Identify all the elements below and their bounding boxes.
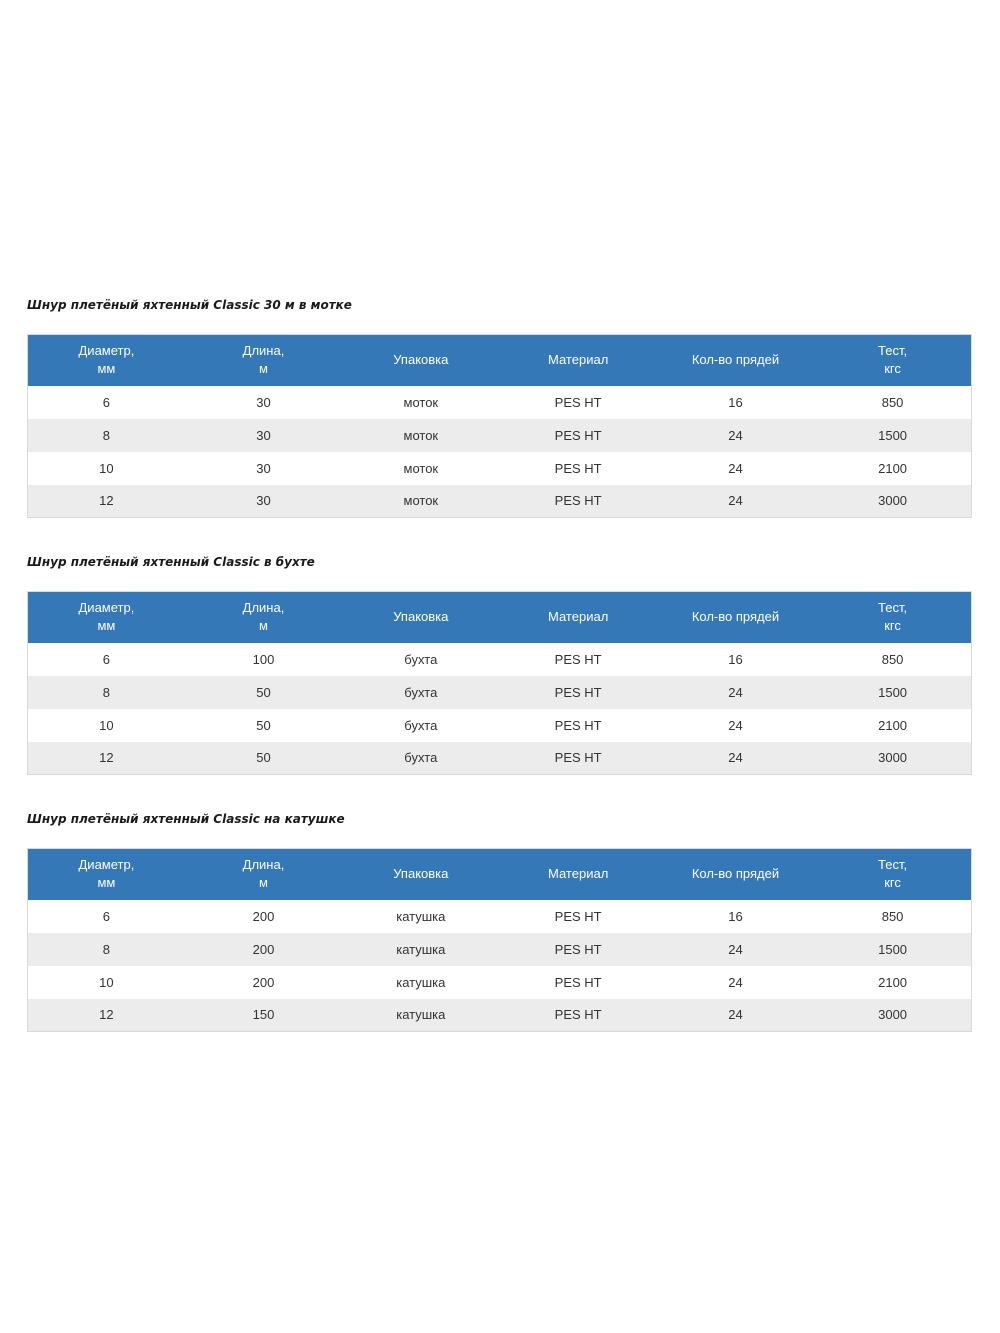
cell-material: PES HT: [554, 427, 602, 443]
cell-length: 30: [256, 427, 271, 443]
column-header-strands: Кол-во прядей: [691, 352, 780, 368]
cell-material: PES HT: [554, 750, 602, 766]
table-row: [28, 709, 972, 742]
cell-length: 50: [256, 684, 271, 700]
cell-strands: 24: [728, 460, 743, 476]
column-header-packaging: Упаковка: [393, 866, 449, 882]
cell-material: PES HT: [554, 684, 602, 700]
cell-material: PES HT: [554, 460, 602, 476]
cell-diameter: 12: [99, 493, 114, 509]
cell-length: 200: [252, 908, 275, 924]
column-header-material: Материал: [548, 352, 609, 368]
section-title: Шнур плетёный яхтенный Classic в бухте: [27, 555, 315, 569]
cell-test: 3000: [878, 493, 908, 509]
cell-packaging: моток: [403, 493, 439, 509]
cell-diameter: 10: [99, 974, 114, 990]
cell-length: 50: [256, 717, 271, 733]
table-header-row: [28, 335, 972, 386]
cell-strands: 24: [728, 427, 743, 443]
table-row: [28, 999, 972, 1032]
cell-diameter: 12: [99, 1007, 114, 1023]
column-header-diameter: Диаметр, мм: [78, 857, 135, 891]
cell-diameter: 8: [102, 941, 111, 957]
table-row: [28, 485, 972, 518]
cell-length: 200: [252, 941, 275, 957]
table-row: [28, 452, 972, 485]
cell-strands: 24: [728, 684, 743, 700]
cell-material: PES HT: [554, 717, 602, 733]
table-row: [28, 900, 972, 933]
table-header-row: [28, 592, 972, 643]
cell-packaging: катушка: [396, 974, 446, 990]
cell-diameter: 8: [102, 684, 111, 700]
specs-table: [27, 591, 972, 775]
cell-diameter: 10: [99, 717, 114, 733]
cell-strands: 24: [728, 941, 743, 957]
cell-material: PES HT: [554, 651, 602, 667]
column-header-packaging: Упаковка: [393, 609, 449, 625]
cell-strands: 24: [728, 717, 743, 733]
cell-length: 30: [256, 460, 271, 476]
cell-strands: 16: [728, 394, 743, 410]
cell-test: 3000: [878, 750, 908, 766]
cell-material: PES HT: [554, 493, 602, 509]
cell-diameter: 6: [102, 908, 111, 924]
cell-strands: 16: [728, 651, 743, 667]
cell-test: 850: [881, 394, 904, 410]
cell-packaging: бухта: [404, 684, 438, 700]
cell-material: PES HT: [554, 941, 602, 957]
cell-strands: 16: [728, 908, 743, 924]
section-title: Шнур плетёный яхтенный Classic на катушке: [27, 812, 345, 826]
cell-diameter: 6: [102, 651, 111, 667]
cell-test: 2100: [878, 974, 908, 990]
cell-length: 100: [252, 651, 275, 667]
cell-material: PES HT: [554, 394, 602, 410]
cell-test: 850: [881, 908, 904, 924]
cell-strands: 24: [728, 974, 743, 990]
cell-length: 30: [256, 493, 271, 509]
column-header-packaging: Упаковка: [393, 352, 449, 368]
cell-length: 30: [256, 394, 271, 410]
cell-packaging: бухта: [404, 651, 438, 667]
table-row: [28, 933, 972, 966]
cell-strands: 24: [728, 750, 743, 766]
column-header-strands: Кол-во прядей: [691, 609, 780, 625]
cell-packaging: моток: [403, 394, 439, 410]
cell-packaging: катушка: [396, 1007, 446, 1023]
cell-diameter: 10: [99, 460, 114, 476]
cell-diameter: 6: [102, 394, 111, 410]
cell-material: PES HT: [554, 908, 602, 924]
column-header-test: Тест, кгс: [878, 600, 908, 634]
column-header-material: Материал: [548, 866, 609, 882]
column-header-test: Тест, кгс: [878, 857, 908, 891]
table-row: [28, 742, 972, 775]
cell-test: 3000: [878, 1007, 908, 1023]
column-header-test: Тест, кгс: [878, 343, 908, 377]
column-header-material: Материал: [548, 609, 609, 625]
cell-test: 2100: [878, 460, 908, 476]
cell-diameter: 8: [102, 427, 111, 443]
column-header-diameter: Диаметр, мм: [78, 343, 135, 377]
cell-packaging: катушка: [396, 941, 446, 957]
cell-test: 1500: [878, 941, 908, 957]
cell-material: PES HT: [554, 1007, 602, 1023]
table-row: [28, 386, 972, 419]
table-row: [28, 643, 972, 676]
table-row: [28, 676, 972, 709]
cell-strands: 24: [728, 493, 743, 509]
specs-table: [27, 848, 972, 1032]
cell-test: 2100: [878, 717, 908, 733]
section-title: Шнур плетёный яхтенный Classic 30 м в мотке: [27, 298, 352, 312]
table-row: [28, 419, 972, 452]
specs-table: [27, 334, 972, 518]
column-header-strands: Кол-во прядей: [691, 866, 780, 882]
cell-packaging: моток: [403, 460, 439, 476]
cell-strands: 24: [728, 1007, 743, 1023]
column-header-length: Длина, м: [242, 857, 285, 891]
cell-packaging: бухта: [404, 717, 438, 733]
column-header-length: Длина, м: [242, 343, 285, 377]
cell-material: PES HT: [554, 974, 602, 990]
table-header-row: [28, 849, 972, 900]
cell-test: 1500: [878, 427, 908, 443]
cell-test: 850: [881, 651, 904, 667]
cell-length: 200: [252, 974, 275, 990]
column-header-length: Длина, м: [242, 600, 285, 634]
cell-diameter: 12: [99, 750, 114, 766]
cell-packaging: моток: [403, 427, 439, 443]
table-row: [28, 966, 972, 999]
cell-test: 1500: [878, 684, 908, 700]
cell-packaging: катушка: [396, 908, 446, 924]
cell-length: 150: [252, 1007, 275, 1023]
column-header-diameter: Диаметр, мм: [78, 600, 135, 634]
cell-packaging: бухта: [404, 750, 438, 766]
cell-length: 50: [256, 750, 271, 766]
